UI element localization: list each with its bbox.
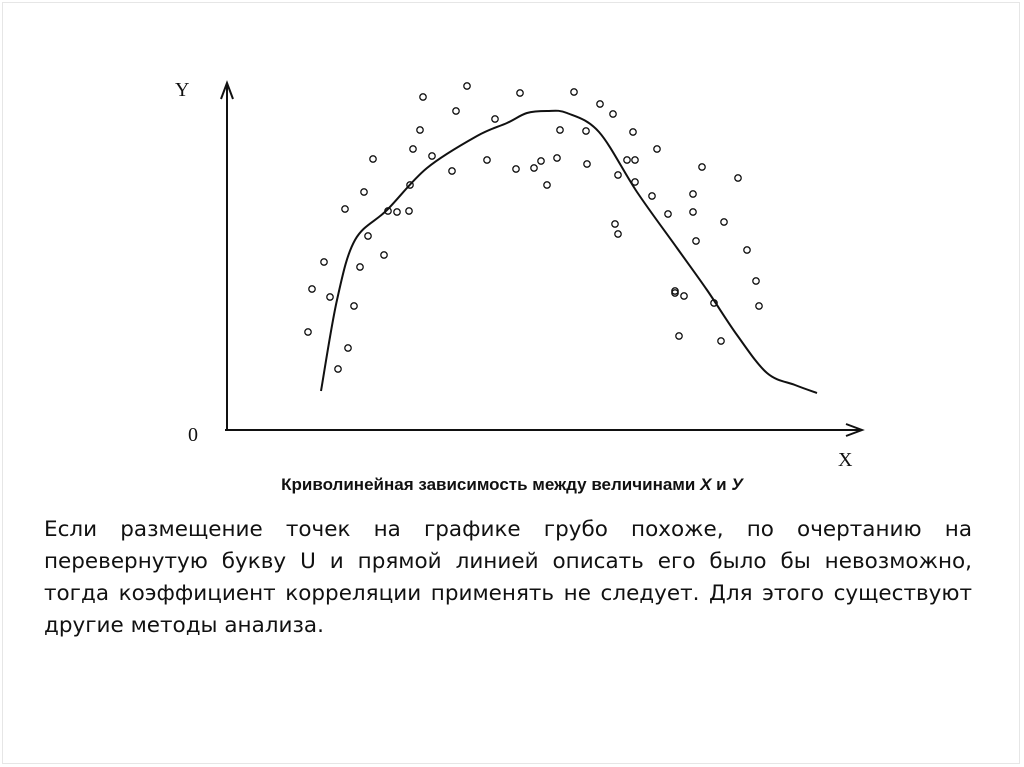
data-point — [517, 90, 523, 96]
data-point — [327, 294, 333, 300]
data-point — [615, 231, 621, 237]
data-points — [305, 83, 762, 372]
data-point — [557, 127, 563, 133]
caption-conj: и — [711, 475, 732, 494]
chart-caption — [0, 475, 1024, 495]
data-point — [624, 157, 630, 163]
caption-text: Криволинейная зависимость между величинами — [281, 475, 701, 494]
data-point — [464, 83, 470, 89]
fit-curve — [321, 111, 817, 393]
data-point — [583, 128, 589, 134]
data-point — [342, 206, 348, 212]
data-point — [417, 127, 423, 133]
data-point — [554, 155, 560, 161]
data-point — [365, 233, 371, 239]
explanation-paragraph: Если размещение точек на графике грубо похоже, по очертанию на перевернутую букву U и прямой линией описать его было бы невозможно, тогда коэффициент корреляции применять не следует. Для этого существуют другие методы анализа. — [44, 517, 972, 638]
data-point — [571, 89, 577, 95]
data-point — [513, 166, 519, 172]
data-point — [453, 108, 459, 114]
data-point — [361, 189, 367, 195]
data-point — [721, 219, 727, 225]
data-point — [612, 221, 618, 227]
data-point — [615, 172, 621, 178]
data-point — [753, 278, 759, 284]
data-point — [699, 164, 705, 170]
data-point — [531, 165, 537, 171]
data-point — [693, 238, 699, 244]
data-point — [632, 157, 638, 163]
data-point — [309, 286, 315, 292]
data-point — [676, 333, 682, 339]
data-point — [690, 209, 696, 215]
data-point — [681, 293, 687, 299]
data-point — [370, 156, 376, 162]
data-point — [429, 153, 435, 159]
data-point — [410, 146, 416, 152]
data-point — [690, 191, 696, 197]
data-point — [654, 146, 660, 152]
data-point — [735, 175, 741, 181]
data-point — [649, 193, 655, 199]
y-axis — [221, 83, 233, 430]
data-point — [492, 116, 498, 122]
data-point — [610, 111, 616, 117]
y-axis-label: Y — [175, 79, 190, 101]
data-point — [449, 168, 455, 174]
data-point — [357, 264, 363, 270]
data-point — [420, 94, 426, 100]
data-point — [544, 182, 550, 188]
data-point — [584, 161, 590, 167]
data-point — [394, 209, 400, 215]
origin-label: 0 — [188, 424, 198, 446]
data-point — [597, 101, 603, 107]
data-point — [351, 303, 357, 309]
caption-var-y: У — [731, 475, 743, 494]
data-point — [744, 247, 750, 253]
data-point — [406, 208, 412, 214]
data-point — [321, 259, 327, 265]
data-point — [538, 158, 544, 164]
data-point — [345, 345, 351, 351]
caption-var-x: X — [700, 475, 712, 494]
x-axis-label: X — [838, 449, 853, 471]
data-point — [335, 366, 341, 372]
data-point — [381, 252, 387, 258]
data-point — [665, 211, 671, 217]
data-point — [305, 329, 311, 335]
data-point — [484, 157, 490, 163]
data-point — [718, 338, 724, 344]
data-point — [630, 129, 636, 135]
data-point — [756, 303, 762, 309]
x-axis — [225, 424, 862, 436]
